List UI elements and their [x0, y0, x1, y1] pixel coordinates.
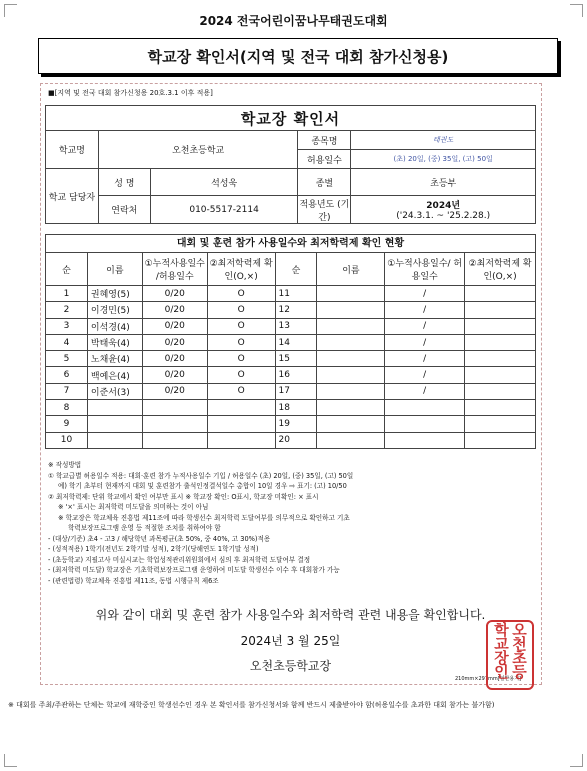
document-title: 학교장 확인서(지역 및 전국 대회 참가신청용): [38, 38, 558, 74]
school-label: 학교명: [46, 131, 99, 169]
row-no: 4: [46, 334, 88, 350]
row-name: [87, 416, 142, 432]
note-line: ② 최저학력제: 단위 학교에서 확인 여부만 표시 ※ 학교장 확인: O표시, 학교장 미확인: × 표시: [48, 492, 319, 501]
row-days: 0/20: [142, 367, 207, 383]
name-value: 석성욱: [150, 169, 298, 196]
row-days: /: [385, 318, 465, 334]
form-top-note: ■[지역 및 전국 대회 참가신청용 20호.3.1 이후 적용]: [48, 89, 213, 97]
contact-label: 연락처: [98, 196, 150, 224]
col-no: 순: [46, 253, 88, 286]
row-name: 백예은(4): [87, 367, 142, 383]
table-row: [46, 351, 536, 367]
note-line: - (성적적용) 1학기(전년도 2학기말 성적), 2학기(당해연도 1학기말 성적): [48, 545, 259, 553]
row-name: [317, 367, 385, 383]
period-year: 2024년: [426, 201, 461, 211]
row-no: 13: [275, 318, 317, 334]
notes: [48, 460, 536, 586]
table-row: [46, 334, 536, 350]
row-no: 12: [275, 302, 317, 318]
row-check: [465, 351, 536, 367]
row-check: [465, 432, 536, 448]
participant-table: [45, 252, 536, 449]
row-days: [385, 432, 465, 448]
row-no: 17: [275, 383, 317, 399]
row-name: [87, 432, 142, 448]
row-no: 10: [46, 432, 88, 448]
row-name: [317, 334, 385, 350]
table-row: [46, 416, 536, 432]
col-no: 순: [275, 253, 317, 286]
table-row: [46, 432, 536, 448]
note-line: - (최저학력 미도달) 학교장은 기초학력보장프로그램 운영하여 미도달 학생선수 이수 후 대회참가 가능: [48, 566, 340, 574]
col-days: ①누적사용일수/ 허용일수: [385, 253, 465, 286]
row-no: 6: [46, 367, 88, 383]
note-line: 예) 학기 초부터 현재까지 대회 및 훈련참가 출석인정결석일수 총합이 10일 경우 ⇨ 표기: (고) 10/50: [58, 482, 347, 490]
row-no: 5: [46, 351, 88, 367]
row-check: [207, 416, 275, 432]
row-check: O: [207, 318, 275, 334]
table-row: [46, 318, 536, 334]
row-name: [317, 400, 385, 416]
row-name: 노채윤(4): [87, 351, 142, 367]
period-range: ('24.3.1. ~ '25.2.28.): [396, 211, 491, 221]
row-check: O: [207, 367, 275, 383]
row-name: 이준서(3): [87, 383, 142, 399]
row-no: 7: [46, 383, 88, 399]
contact-value: 010-5517-2114: [150, 196, 298, 224]
row-days: [385, 400, 465, 416]
row-days: [142, 432, 207, 448]
row-days: 0/20: [142, 383, 207, 399]
row-no: 8: [46, 400, 88, 416]
row-check: [207, 400, 275, 416]
date-text: 2024년 3 월 25일: [240, 634, 341, 648]
note-line: - (관련법령) 학교체육 진흥법 제11조, 동법 시행규칙 제6조: [48, 576, 219, 585]
row-check: [465, 286, 536, 302]
row-check: [207, 432, 275, 448]
row-check: [465, 318, 536, 334]
principal-seal: 오천초등학교장인: [486, 620, 534, 690]
col-days: ①누적사용일수 /허용일수: [142, 253, 207, 286]
corner-mark: [4, 754, 17, 767]
col-name: 이름: [317, 253, 385, 286]
row-name: 이석경(4): [87, 318, 142, 334]
table-row: [46, 383, 536, 399]
row-no: 1: [46, 286, 88, 302]
row-days: 0/20: [142, 334, 207, 350]
note-line: ① 학교급별 허용일수 적용: 대회·훈련 참가 누적사용일수 기입 / 허용일수 (초) 20일, (중) 35일, (고) 50일: [48, 471, 354, 480]
row-no: 20: [275, 432, 317, 448]
row-name: [317, 432, 385, 448]
col-check: ②최저학력제 확인(O,×): [207, 253, 275, 286]
row-days: /: [385, 383, 465, 399]
allowed-days-label: 허용일수: [298, 150, 351, 169]
row-check: [465, 416, 536, 432]
row-check: [465, 367, 536, 383]
footer-note: ※ 대회를 주최/주관하는 단체는 학교에 재학중인 학생선수인 경우 본 확인서를 참가신청서와 함께 반드시 제출받아야 함(허용일수를 초과한 대회 참가는 불가함): [8, 701, 495, 709]
sport-value: 태권도: [351, 131, 536, 150]
row-days: /: [385, 367, 465, 383]
sport-label: 종목명: [298, 131, 351, 150]
row-name: [87, 400, 142, 416]
row-name: 박태욱(4): [87, 334, 142, 350]
row-days: 0/20: [142, 351, 207, 367]
row-days: /: [385, 302, 465, 318]
row-no: 9: [46, 416, 88, 432]
period-value: [351, 196, 536, 224]
period-label: 적용년도 (기간): [298, 196, 351, 224]
row-check: [465, 383, 536, 399]
form-title: 학교장 확인서: [46, 106, 536, 131]
row-name: [317, 302, 385, 318]
row-check: [465, 334, 536, 350]
note-line: ※ '×' 표시는 최저학력 미도달을 의미하는 것이 아님: [58, 503, 209, 511]
row-days: 0/20: [142, 286, 207, 302]
note-line: - (초등학교) 지필고사 미실시교는 학업성적관리위원회에서 심의 후 최저학력 도달여부 결정: [48, 555, 311, 564]
name-label: 성 명: [98, 169, 150, 196]
row-days: /: [385, 334, 465, 350]
row-no: 18: [275, 400, 317, 416]
note-line: 학력보장프로그램 운영 등 적절한 조치를 취하여야 함: [68, 524, 221, 532]
row-no: 16: [275, 367, 317, 383]
row-name: [317, 416, 385, 432]
row-check: O: [207, 383, 275, 399]
col-check: ②최저학력제 확인(O,×): [465, 253, 536, 286]
row-check: [465, 400, 536, 416]
manager-label: 학교 담당자: [46, 169, 99, 224]
school-name: 오천초등학교: [98, 131, 298, 169]
row-check: O: [207, 351, 275, 367]
category-value: 초등부: [351, 169, 536, 196]
row-check: [465, 302, 536, 318]
row-days: 0/20: [142, 302, 207, 318]
row-no: 15: [275, 351, 317, 367]
corner-mark: [570, 754, 583, 767]
paper-size: 210mm×297mm[일반용지]: [455, 676, 521, 682]
row-name: [317, 351, 385, 367]
row-name: [317, 286, 385, 302]
table-row: [46, 302, 536, 318]
row-name: 권혜영(5): [87, 286, 142, 302]
note-line: ※ 학교장은 학교체육 진흥법 제11조에 따라 학생선수 최저학력 도달여부를 의무적으로 확인하고 기초: [58, 513, 350, 522]
table-row: [46, 286, 536, 302]
col-name: 이름: [87, 253, 142, 286]
row-name: 이경민(5): [87, 302, 142, 318]
row-check: O: [207, 334, 275, 350]
allowed-days-value: (초) 20일, (중) 35일, (고) 50일: [351, 150, 536, 169]
note-line: ※ 작성방법: [48, 461, 82, 469]
row-no: 3: [46, 318, 88, 334]
row-check: O: [207, 302, 275, 318]
section-title: 대회 및 훈련 참가 사용일수와 최저학력제 확인 현황: [45, 234, 536, 252]
row-no: 14: [275, 334, 317, 350]
row-days: [142, 416, 207, 432]
info-table: [45, 105, 536, 224]
row-no: 11: [275, 286, 317, 302]
confirm-text: 위와 같이 대회 및 훈련 참가 사용일수와 최저학력 관련 내용을 확인합니다.: [95, 608, 486, 622]
table-row: [46, 400, 536, 416]
row-no: 2: [46, 302, 88, 318]
event-title: 2024 전국어린이꿈나무태권도대회: [199, 14, 388, 28]
row-days: [142, 400, 207, 416]
row-name: [317, 318, 385, 334]
principal-text: 오천초등학교장: [249, 659, 332, 673]
row-days: 0/20: [142, 318, 207, 334]
category-label: 종별: [298, 169, 351, 196]
row-days: /: [385, 286, 465, 302]
row-days: /: [385, 351, 465, 367]
note-line: - (대상/기준) 초4 - 고3 / 해당학년 과목평균(초 50%, 중 40%, 고 30%)적용: [48, 534, 271, 543]
row-name: [317, 383, 385, 399]
table-row: [46, 367, 536, 383]
row-check: O: [207, 286, 275, 302]
row-no: 19: [275, 416, 317, 432]
row-days: [385, 416, 465, 432]
